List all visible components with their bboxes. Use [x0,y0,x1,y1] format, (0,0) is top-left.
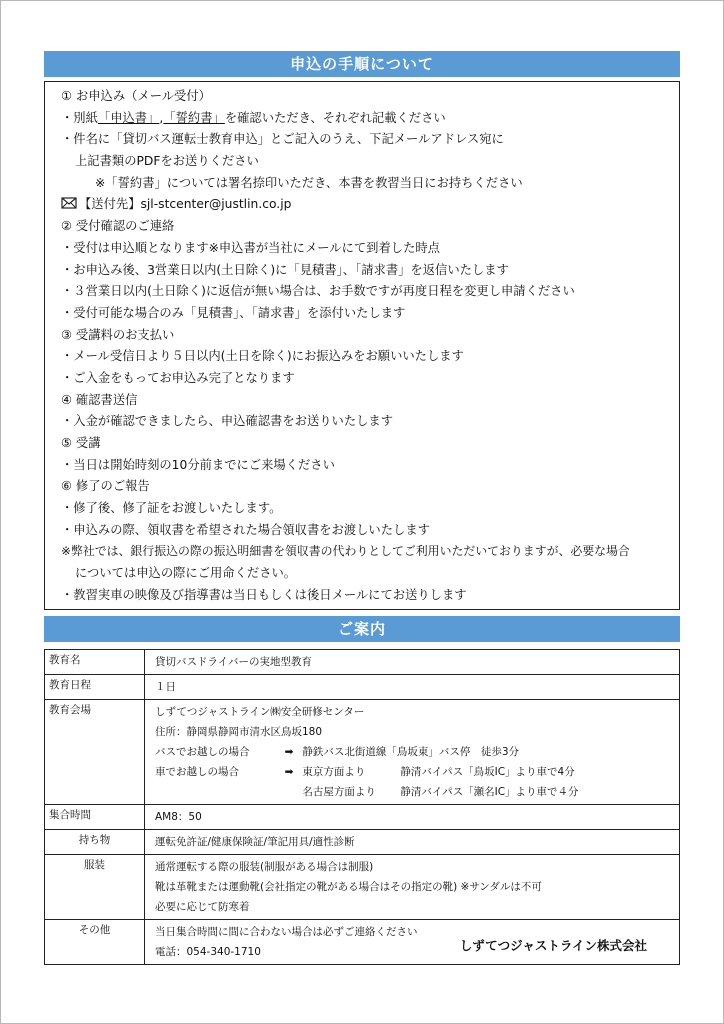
step6-line1: ・修了後、修了証をお渡しいたします。 [61,501,282,516]
step1-line1: ・別紙「申込書」,「誓約書」を確認いただき、それぞれ記載ください [61,110,446,125]
bus-access: バスでお越しの場合 ➡ 静鉄バス北街道線「鳥坂東」バス停 徒歩3分 [155,742,679,762]
note-line3: ・教習実車の映像及び指導書は当日もしくは後日メールにてお送りします [61,587,467,602]
note-line1: ※弊社では、銀行振込の際の振込明細書を領収書の代わりとしてご利用いただいておりますが、必要な場合 [61,544,630,559]
guide-title: ご案内 [44,616,680,642]
row-key-venue: 教育会場 [45,700,145,805]
course-name: 貸切バスドライバーの実地型教育 [155,656,312,668]
company-name: しずてつジャストライン株式会社 [459,938,647,953]
car-access-1: 車でお越しの場合 ➡ 東京方面より 静清バイパス「鳥坂IC」より車で4分 [155,762,679,782]
venue-name: しずてつジャストライン㈱安全研修センター [155,706,365,718]
row-key-items: 持ち物 [45,830,145,855]
course-days: １日 [155,681,176,693]
step2-line4: ・受付可能な場合のみ「見積書」、「請求書」を添付いたします [61,305,406,320]
other-line1: 当日集合時間に間に合わない場合は必ずご連絡ください [155,926,418,938]
step3-line1: ・メール受信日より５日以内(土日を除く)にお振込みをお願いいたします [61,349,464,364]
mail-address: 【送付先】sjl-stcenter@justlin.co.jp [79,197,292,212]
procedure-box [44,81,680,610]
meeting-time: AM8：50 [155,811,202,823]
phone-number: 電話：054-340-1710 [155,946,261,958]
step4-line1: ・入金が確認できましたら、申込確認書をお送りいたします [61,414,394,429]
step2-line1: ・受付は申込順となります※申込書が当社にメールにて到着した時点 [61,240,440,255]
procedure-title: 申込の手順について [44,51,680,77]
step5-heading: ⑤ 受講 [61,436,101,450]
step6-line2: ・申込みの際、領収書を希望された場合領収書をお渡しいたします [61,522,430,537]
note-line2: については申込の際にご用命ください。 [75,566,297,581]
arrow-right-icon: ➡ [284,746,294,758]
mail-address-line [61,194,679,216]
row-key-course: 教育名 [45,650,145,675]
items-to-bring: 運転免許証/健康保険証/筆記用具/適性診断 [155,836,355,848]
venue-address: 住所：静岡県静岡市清水区鳥坂180 [155,726,323,738]
step2-line3: ・３営業日以内(土日除く)に返信が無い場合は、お手数ですが再度日程を変更し申請ください [61,284,575,299]
step1-line4: ※「誓約書」については署名捺印いただき、本書を教習当日にお持ちください [95,175,523,190]
table-row [45,855,680,920]
envelope-icon [61,197,77,209]
step2-heading: ② 受付確認のご連絡 [61,219,175,234]
clothes-line2: 靴は革靴または運動靴(会社指定の靴がある場合はその指定の靴) ※サンダルは不可 [155,881,542,893]
guide-table [44,649,680,965]
step2-line2: ・お申込み後、3営業日以内(土日除く)に「見積書」、「請求書」を返信いたします [61,262,509,277]
table-row [45,675,680,700]
table-row [45,650,680,675]
step4-heading: ④ 確認書送信 [61,392,138,407]
step5-line1: ・当日は開始時刻の10分前までにご来場ください [61,457,335,472]
step1-line3: 上記書類のPDFをお送りください [75,154,259,169]
row-key-clothes: 服装 [45,855,145,920]
pledge-form-ref: 「誓約書」 [163,110,225,125]
step6-heading: ⑥ 修了のご報告 [61,479,150,494]
clothes-line3: 必要に応じて防寒着 [155,901,250,913]
application-form-ref: 「申込書」 [97,110,160,125]
row-key-time: 集合時間 [45,805,145,830]
arrow-right-icon: ➡ [284,766,294,778]
step3-heading: ③ 受講料のお支払い [61,327,175,342]
row-key-other: その他 [45,920,145,965]
step1-heading: ① お申込み（メール受付） [61,89,211,103]
table-row [45,805,680,830]
row-key-days: 教育日程 [45,675,145,700]
table-row [45,830,680,855]
clothes-line1: 通常運転する際の服装(制服がある場合は制服) [155,861,374,873]
car-access-2: 名古屋方面より 静清バイパス「瀬名IC」より車で４分 [302,786,579,798]
table-row [45,700,680,805]
step1-line2: ・件名に「貸切バス運転士教育申込」とご記入のうえ、下記メールアドレス宛に [61,132,504,147]
step3-line2: ・ご入金をもってお申込み完了となります [61,370,295,385]
